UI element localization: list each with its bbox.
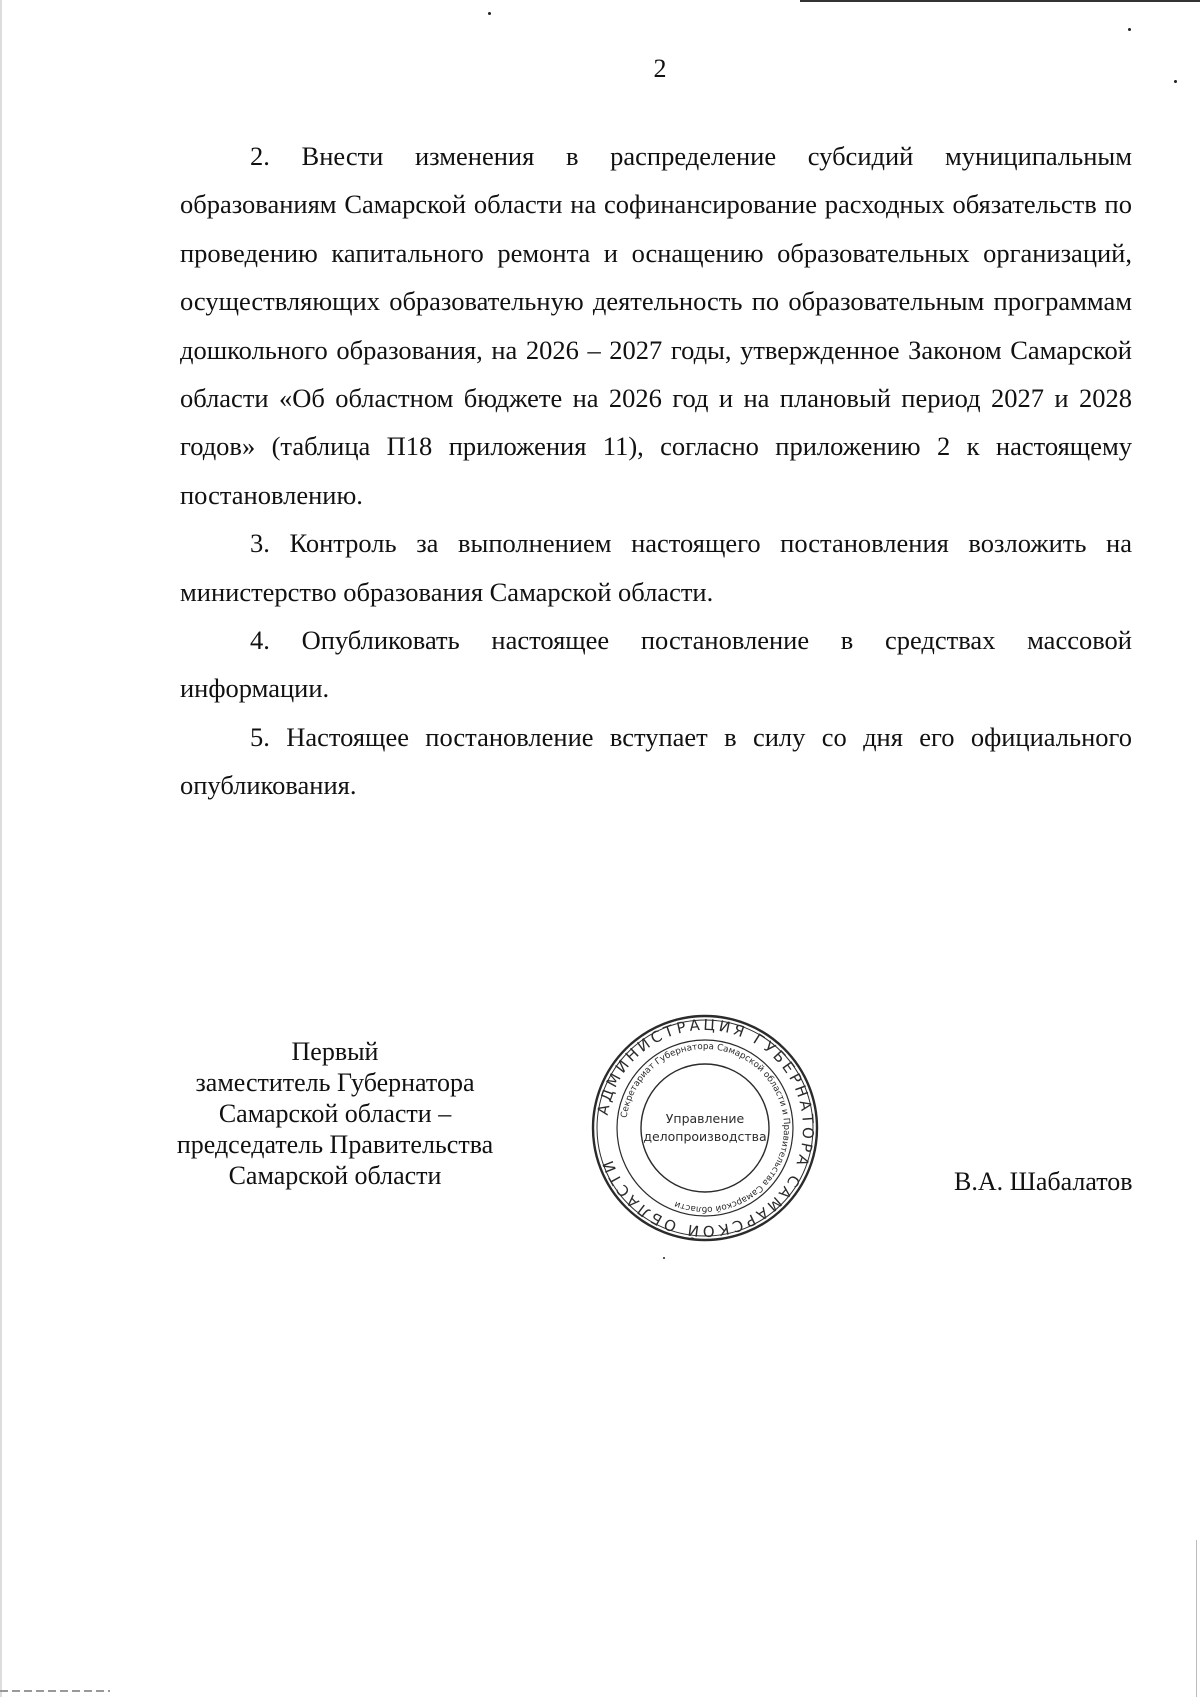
seal-inner-text: Секретариат Губернатора Самарской области и Правительства Самарской области: [619, 1041, 792, 1215]
official-seal: [590, 1013, 820, 1243]
paragraph-4: 4. Опубликовать настоящее постановление в средствах массовой информации.: [180, 625, 1132, 704]
page-number: 2: [653, 54, 667, 83]
bottom-scan-dash: [0, 1690, 110, 1692]
top-scan-rule: [800, 0, 1200, 2]
signatory-title-line: Первый: [291, 1037, 379, 1066]
right-scan-edge: [1196, 1540, 1197, 1697]
signatory-title-line: заместитель Губернатора: [195, 1068, 475, 1097]
document-body: [180, 132, 1132, 810]
paragraph-5: 5. Настоящее постановление вступает в силу со дня его официального опубликования.: [180, 721, 1132, 801]
signatory-title-line: Самарской области –: [218, 1099, 452, 1128]
paragraph-2: 2. Внести изменения в распределение субсидий муниципальным образованиям Самарской области на софинансирование расходных обязательств по проведению капитального ремонта и оснащению образовательных организаций, осуществляющих образовательную деятельность по образовательным программам дошкольного образования, на 2026 – 2027 годы, утвержденное Законом Самарской области «Об областном бюджете на 2026 год и на плановый период 2027 и 2028 годов» (таблица П18 приложения 11), согласно приложению 2 к настоящему постановлению.: [180, 141, 1132, 510]
seal-center-line-1: Управление: [665, 1111, 745, 1126]
seal-inner-ring: [641, 1064, 769, 1192]
scan-speck: [488, 12, 491, 15]
signatory-title-line: председатель Правительства: [176, 1130, 494, 1159]
signatory-title: [120, 1036, 550, 1191]
seal-outer-text: АДМИНИСТРАЦИЯ ГУБЕРНАТОРА САМАРСКОЙ ОБЛАСТИ: [593, 1015, 818, 1241]
seal-center-line-2: делопроизводства: [643, 1129, 767, 1144]
signatory-title-line: Самарской области: [228, 1161, 442, 1190]
scan-speck: [663, 1257, 665, 1259]
signer-name: В.А. Шабалатов: [954, 1167, 1133, 1196]
scan-speck: [1128, 28, 1131, 31]
paragraph-3: 3. Контроль за выполнением настоящего постановления возложить на министерство образования Самарской области.: [180, 528, 1132, 607]
scan-speck: [1174, 80, 1177, 83]
left-scan-edge: [0, 0, 2, 1697]
seal-middle-ring: [617, 1040, 793, 1216]
